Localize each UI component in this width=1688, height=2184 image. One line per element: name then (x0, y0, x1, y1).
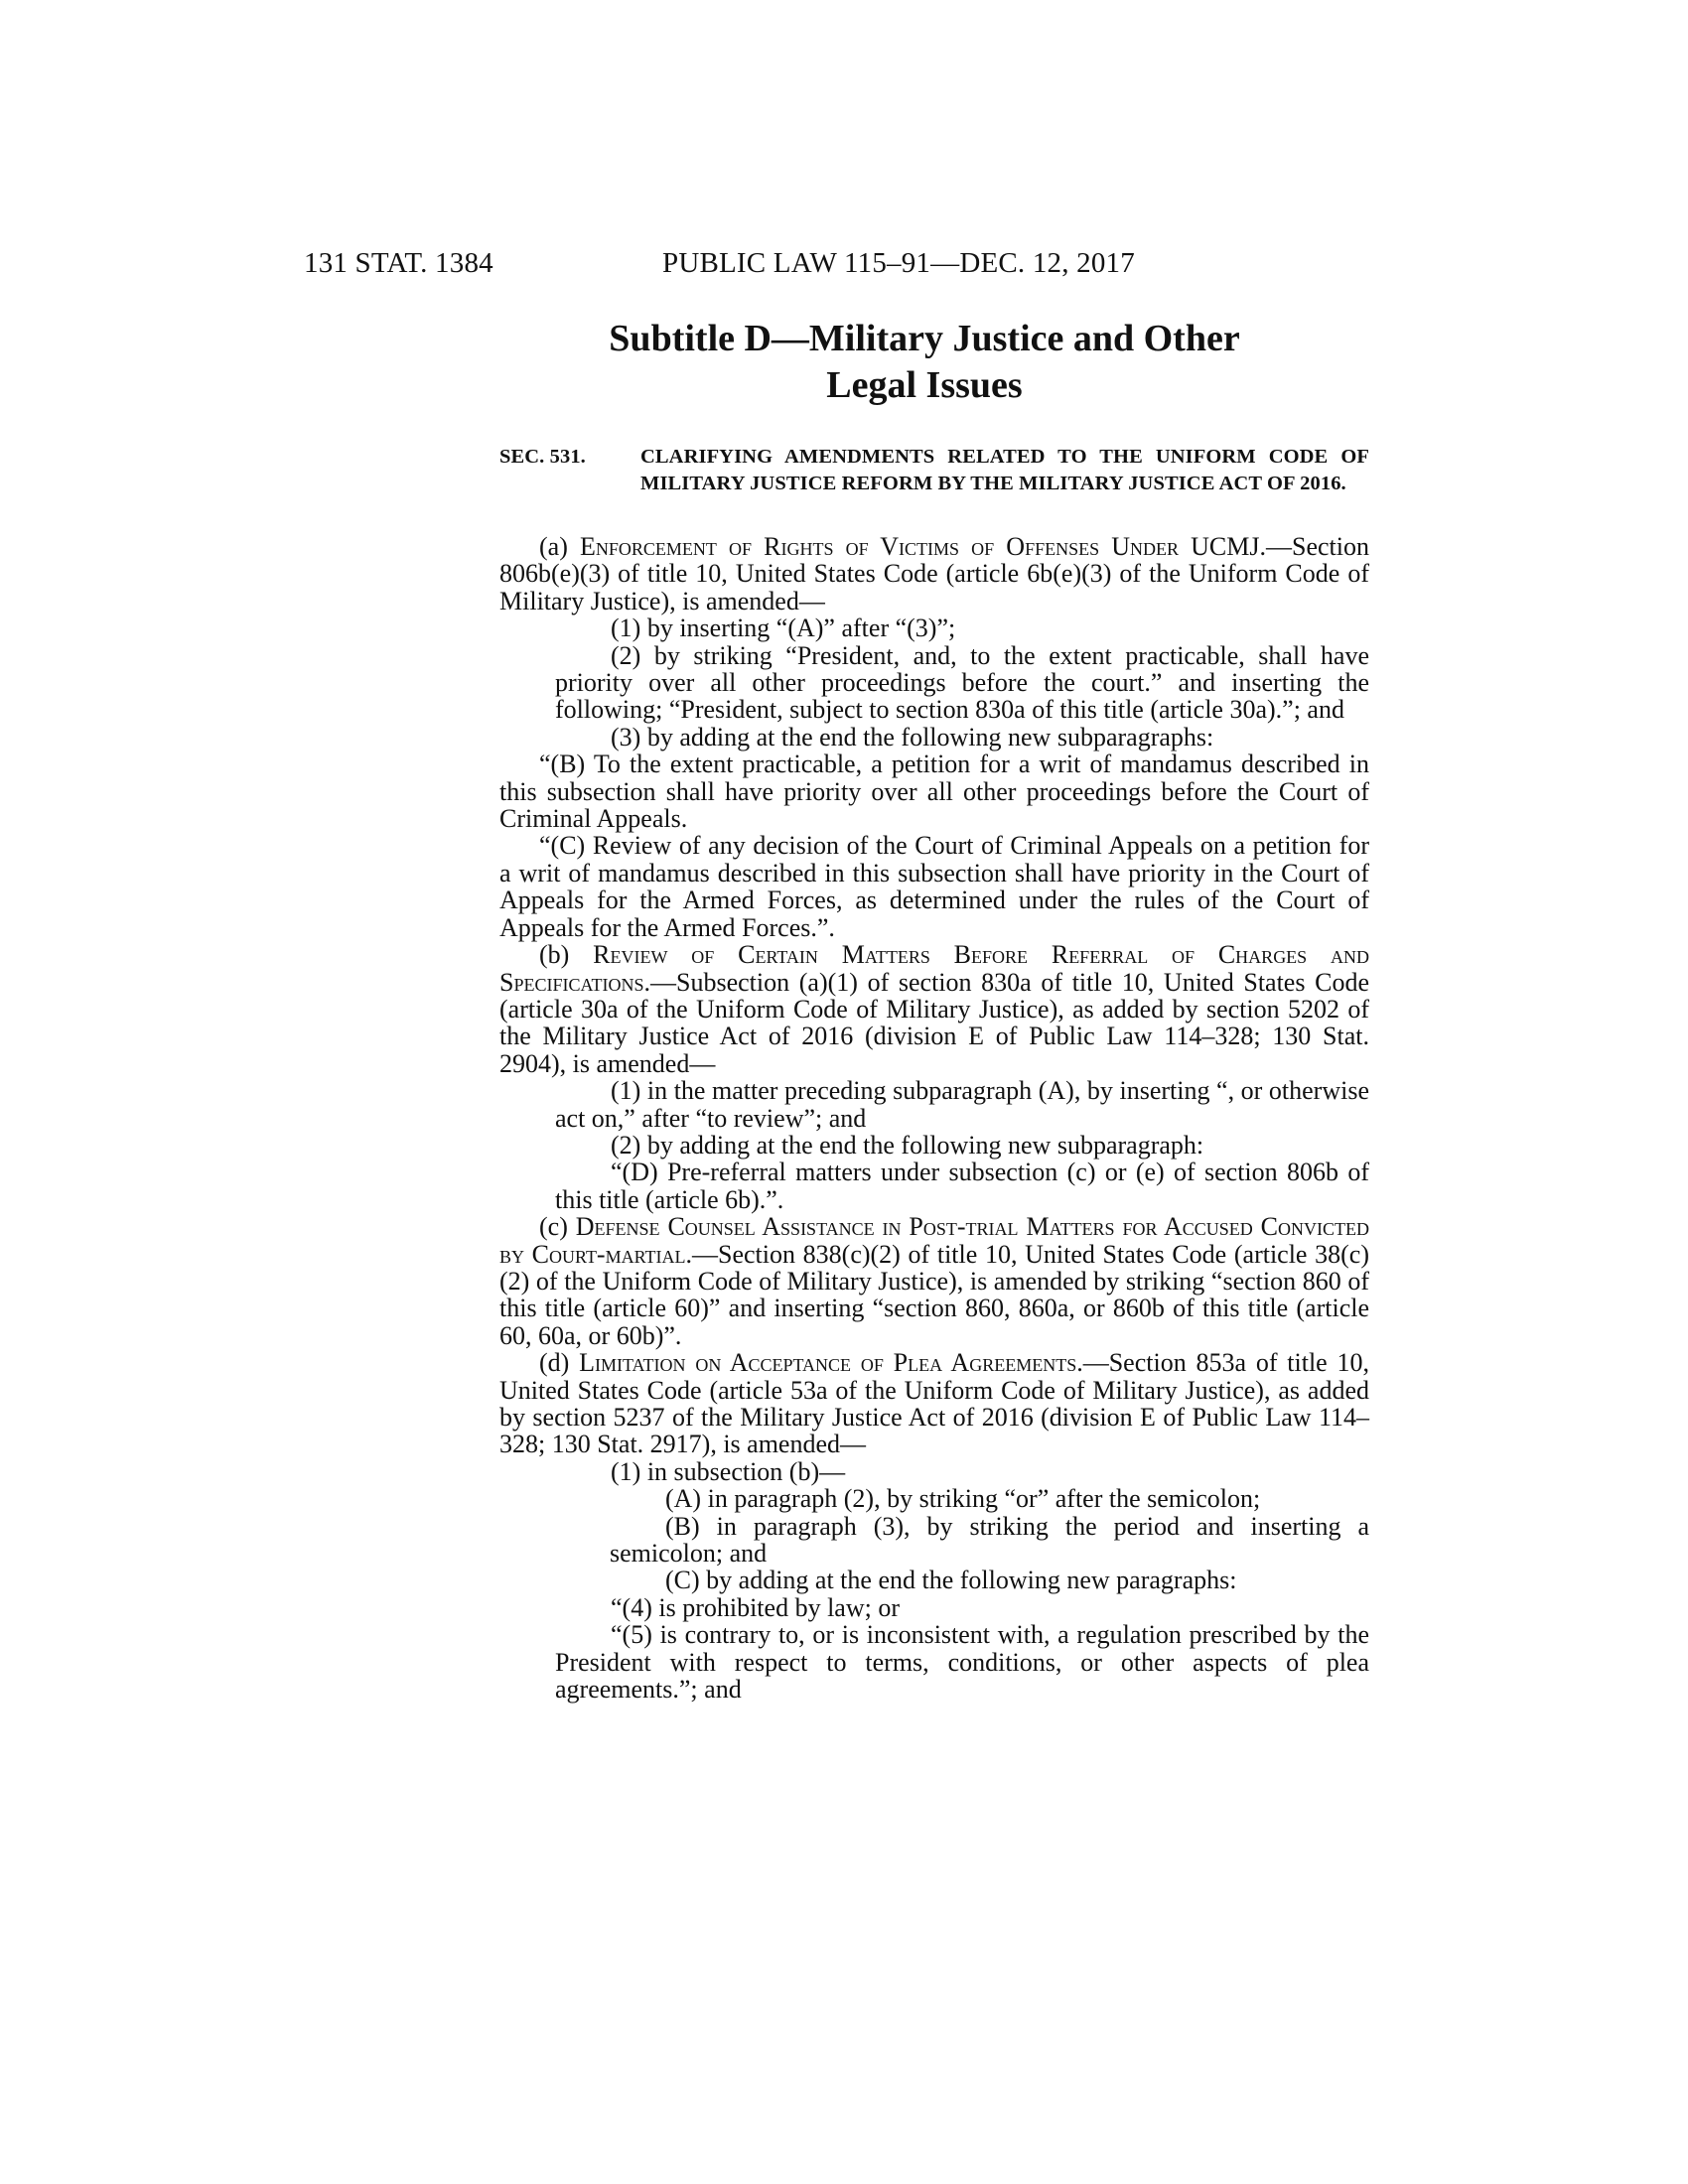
subsection-b-label: (b) (539, 940, 570, 970)
quoted-paragraph-4: “(4) is prohibited by law; or (611, 1592, 900, 1622)
subtitle-line-1: Subtitle D—Military Justice and Other (609, 318, 1240, 359)
subsection-d (499, 1349, 1369, 1458)
subsection-b-text: —Subsection (a)(1) of section 830a of title 10, United States Code (article 30a of the Uniform Code of Military Justice), as added by section 5202 of the Military Justice Act of 2016 (division E of Public Law 114–328; 130 Stat. 2904), is amended— (499, 967, 1369, 1078)
paragraph-b1: (1) in the matter preceding subparagraph (A), by inserting “, or otherwise act on,” after “to review”; and (555, 1076, 1369, 1133)
section-body (499, 533, 1369, 1703)
subsection-a (499, 533, 1369, 614)
subsection-c-label: (c) (539, 1212, 568, 1242)
paragraph-a2: (2) by striking “President, and, to the extent practicable, shall have priority over all other proceedings before the court.” and inserting the following; “President, subject to section 830a of this title (article 30a).”; and (555, 640, 1369, 725)
subsection-d-caption: Limitation on Acceptance of Plea Agreements. (579, 1348, 1083, 1378)
subsection-c-text: —Section 838(c)(2) of title 10, United States Code (article 38(c)(2) of the Uniform Code of Military Justice), is amended by striking “section 860 of this title (article 60)” and inserting “section 860, 860a, or 860b of this title (article 60, 60a, or 60b)”. (499, 1239, 1370, 1350)
subparagraph-d1a: (A) in paragraph (2), by striking “or” after the semicolon; (665, 1484, 1261, 1514)
quoted-subparagraph-c: “(C) Review of any decision of the Court of Criminal Appeals on a petition for a writ of mandamus described in this subsection shall have priority in the Court of Appeals for the Armed Forces, as determined under the rules of the Court of Appeals for the Armed Forces.”. (499, 831, 1369, 942)
statute-page-reference: 131 STAT. 1384 (304, 247, 493, 279)
subsection-d-text: —Section 853a of title 10, United States Code (article 53a of the Uniform Code of Military Justice), as added by section 5237 of the Military Justice Act of 2016 (division E of Public Law 114–328; 130 Stat. 2917), is amended— (499, 1348, 1370, 1459)
subsection-a-text: —Section 806b(e)(3) of title 10, United States Code (article 6b(e)(3) of the Uniform Code of Military Justice), is amended— (499, 532, 1369, 615)
subparagraph-d1c: (C) by adding at the end the following new paragraphs: (665, 1566, 1237, 1595)
subsection-a-caption: Enforcement of Rights of Victims of Offenses Under UCMJ. (579, 532, 1266, 561)
subsection-a-label: (a) (539, 532, 568, 561)
subsection-c-caption: Defense Counsel Assistance in Post-trial Matters for Accused Convicted by Court-martial. (499, 1212, 1369, 1269)
paragraph-a1: (1) by inserting “(A)” after “(3)”; (611, 614, 956, 643)
subsection-b-caption: Review of Certain Matters Before Referral of Charges and Specifications. (499, 940, 1370, 997)
subparagraph-d1b: (B) in paragraph (3), by striking the period and inserting a semicolon; and (610, 1511, 1369, 1569)
subsection-d-label: (d) (539, 1348, 570, 1378)
subtitle-line-2: Legal Issues (826, 364, 1023, 406)
section-heading (499, 444, 1369, 496)
public-law-header: PUBLIC LAW 115–91—DEC. 12, 2017 (662, 247, 1135, 279)
section-number: SEC. 531. (499, 446, 586, 468)
subsection-c (499, 1213, 1369, 1349)
subsection-b (499, 941, 1369, 1077)
paragraph-a3: (3) by adding at the end the following new subparagraphs: (611, 722, 1214, 751)
subtitle-heading (512, 316, 1336, 409)
quoted-subparagraph-d: “(D) Pre-referral matters under subsection (c) or (e) of section 806b of this title (article 6b).”. (555, 1158, 1369, 1214)
paragraph-d1: (1) in subsection (b)— (611, 1456, 846, 1486)
quoted-subparagraph-b: “(B) To the extent practicable, a petition for a writ of mandamus described in this subsection shall have priority over all other proceedings before the Court of Criminal Appeals. (499, 750, 1369, 834)
section-title: CLARIFYING AMENDMENTS RELATED TO THE UNIFORM CODE OF MILITARY JUSTICE REFORM BY THE MILITARY JUSTICE ACT OF 2016. (640, 446, 1369, 494)
quoted-paragraph-5: “(5) is contrary to, or is inconsistent with, a regulation prescribed by the President with respect to terms, conditions, or other aspects of plea agreements.”; and (555, 1620, 1369, 1705)
paragraph-b2: (2) by adding at the end the following new subparagraph: (611, 1130, 1204, 1160)
